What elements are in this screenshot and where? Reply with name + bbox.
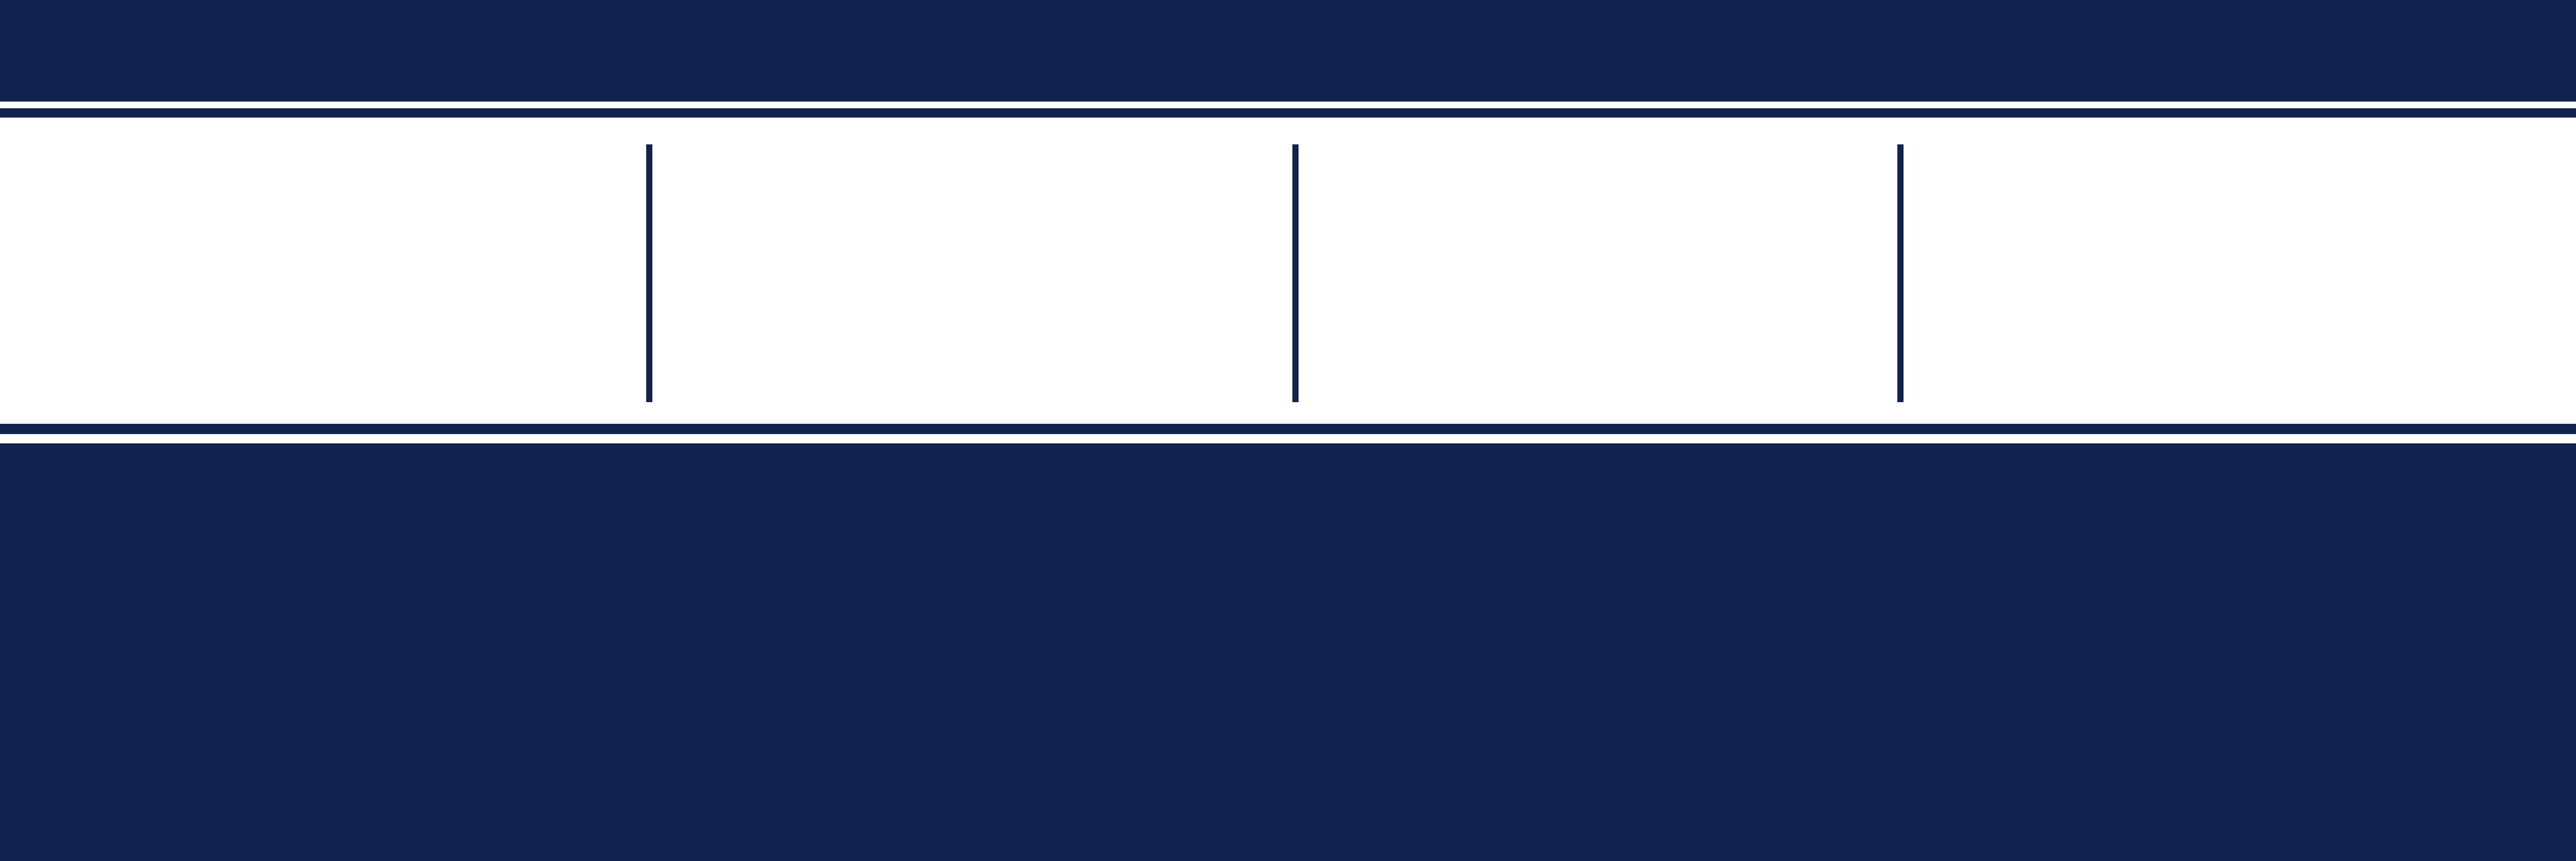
russian-title-column xyxy=(654,118,1293,424)
kazakh-title-column xyxy=(21,118,629,424)
university-logo-wall xyxy=(0,443,2576,861)
top-divider-rule xyxy=(0,108,2576,118)
english-title-column xyxy=(1301,118,1894,424)
column-divider xyxy=(646,144,652,402)
conference-title-band xyxy=(0,118,2576,424)
top-banner xyxy=(0,0,2576,102)
column-divider xyxy=(1292,144,1299,402)
bottom-divider-rule xyxy=(0,424,2576,434)
date-column xyxy=(1907,118,2556,424)
column-divider xyxy=(1897,144,1904,402)
